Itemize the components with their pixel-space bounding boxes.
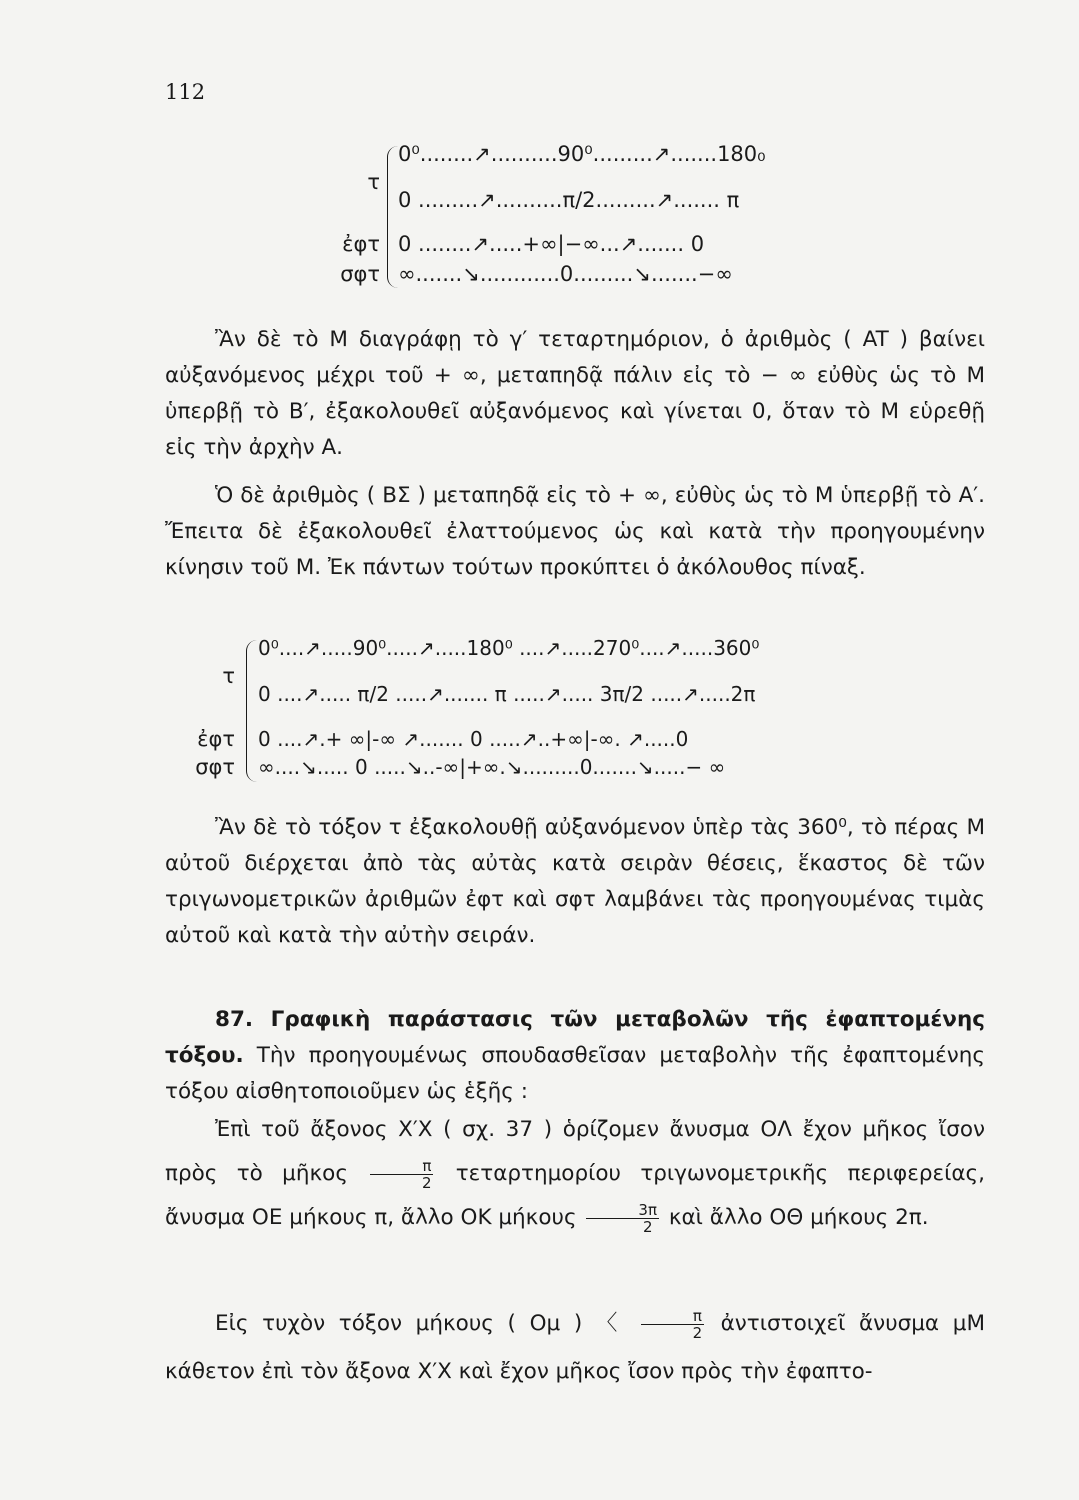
table-brace: [387, 146, 398, 288]
table-row: 0⁰....↗.....90⁰.....↗.....180⁰ ....↗.....270⁰....↗.....360⁰: [258, 636, 760, 660]
paragraph-3: Ἂν δὲ τὸ τόξον τ ἐξακολουθῇ αὐξανόμενον ὑπὲρ τὰς 360⁰, τὸ πέρας Μ αὐτοῦ διέρχεται ἀπὸ τὰς αὐτὰς κατὰ σειρὰν θέσεις, ἕκαστος δὲ τῶν τριγωνομετρικῶν ἀριθμῶν ἐφτ καὶ σφτ λαμβάνει τὰς προηγουμένας τιμὰς αὐτοῦ καὶ κατὰ τὴν αὐτὴν σειράν.: [165, 815, 985, 948]
section-text: Τὴν προηγουμένως σπουδασθεῖσαν μεταβολὴν τῆς ἐφαπτομένης τόξου αἰσθητοποιοῦμεν ὡς ἑξῆς :: [165, 1043, 985, 1104]
section-heading: 87. Γραφικὴ παράστασις τῶν μεταβολῶν τῆς ἐφαπτομένης τόξου.: [165, 1007, 985, 1068]
row-label-tau: τ: [222, 664, 235, 688]
row-label-tau: τ: [367, 170, 380, 194]
table-row: 0 ....↗..... π/2 .....↗....... π .....↗..... 3π/2 .....↗.....2π: [258, 682, 756, 706]
paragraph-2: Ὁ δὲ ἀριθμὸς ( ΒΣ ) μεταπηδᾷ εἰς τὸ + ∞, εὐθὺς ὡς τὸ Μ ὑπερβῇ τὸ Α′. Ἔπειτα δὲ ἐξακολουθεῖ ἐλαττούμενος ὡς καὶ κατὰ τὴν προηγουμένην κίνησιν τοῦ Μ. Ἐκ πάντων τούτων προκύπτει ὁ ἀκόλουθος πίναξ.: [165, 483, 985, 580]
table-row: 0 ....↗.+ ∞|-∞ ↗....... 0 .....↗..+∞|-∞. ↗.....0: [258, 727, 689, 751]
row-label-eft: ἐφτ: [197, 727, 235, 751]
row-label-eft: ἐφτ: [342, 232, 380, 256]
fraction: $\frac{\pi}{2}$: [641, 1308, 704, 1341]
table-row: 0 ........↗.....+∞|−∞...↗....... 0: [398, 232, 705, 256]
paragraph-5: Εἰς τυχὸν τόξον μήκους ( Ομ ) 〈 $\frac{\pi}{2}$ ἀντιστοιχεῖ ἄνυσμα μΜ κάθετον ἐπὶ τὸν ἄξονα Χ′Χ καὶ ἔχον μῆκος ἴσον πρὸς τὴν ἐφαπτο-: [165, 1306, 985, 1384]
fraction: $\frac{3\pi}{2}$: [586, 1202, 659, 1235]
paragraph-4: Ἐπὶ τοῦ ἄξονος Χ′Χ ( σχ. 37 ) ὁρίζομεν ἄνυσμα ΟΛ ἔχον μῆκος ἴσον πρὸς τὸ μῆκος $\frac{\pi}{2}$ τεταρτημορίου τριγωνομετρικῆς περιφερείας, ἄνυσμα ΟΕ μήκους π, ἄλλο ΟΚ μήκους $\frac{3\pi}{2}$ καὶ ἄλλο ΟΘ μήκους 2π.: [165, 1117, 985, 1236]
table-row: ∞....↘..... 0 .....↘..-∞|+∞.↘.........0.......↘.....− ∞: [258, 755, 726, 779]
table-row: 0⁰........↗..........90⁰.........↗.......180₀: [398, 142, 766, 166]
table-brace: [246, 640, 257, 782]
table-row: ∞.......↘............0.........↘.......−∞: [398, 262, 733, 286]
row-label-sft: σφτ: [340, 262, 380, 286]
fraction: $\frac{\pi}{2}$: [370, 1158, 433, 1191]
page-number: 112: [165, 80, 206, 104]
table-row: 0 .........↗..........π/2.........↗....... π: [398, 188, 740, 212]
paragraph-1: Ἂν δὲ τὸ Μ διαγράφῃ τὸ γ′ τεταρτημόριον, ὁ ἀριθμὸς ( AT ) βαίνει αὐξανόμενος μέχρι τοῦ + ∞, μεταπηδᾷ πάλιν εἰς τὸ − ∞ εὐθὺς ὡς τὸ Μ ὑπερβῇ τὸ Β′, ἐξακολουθεῖ αὐξανόμενος καὶ γίνεται 0, ὅταν τὸ Μ εὑρεθῇ εἰς τὴν ἀρχὴν Α.: [165, 327, 985, 460]
row-label-sft: σφτ: [195, 755, 235, 779]
section-87: [165, 1002, 985, 1110]
